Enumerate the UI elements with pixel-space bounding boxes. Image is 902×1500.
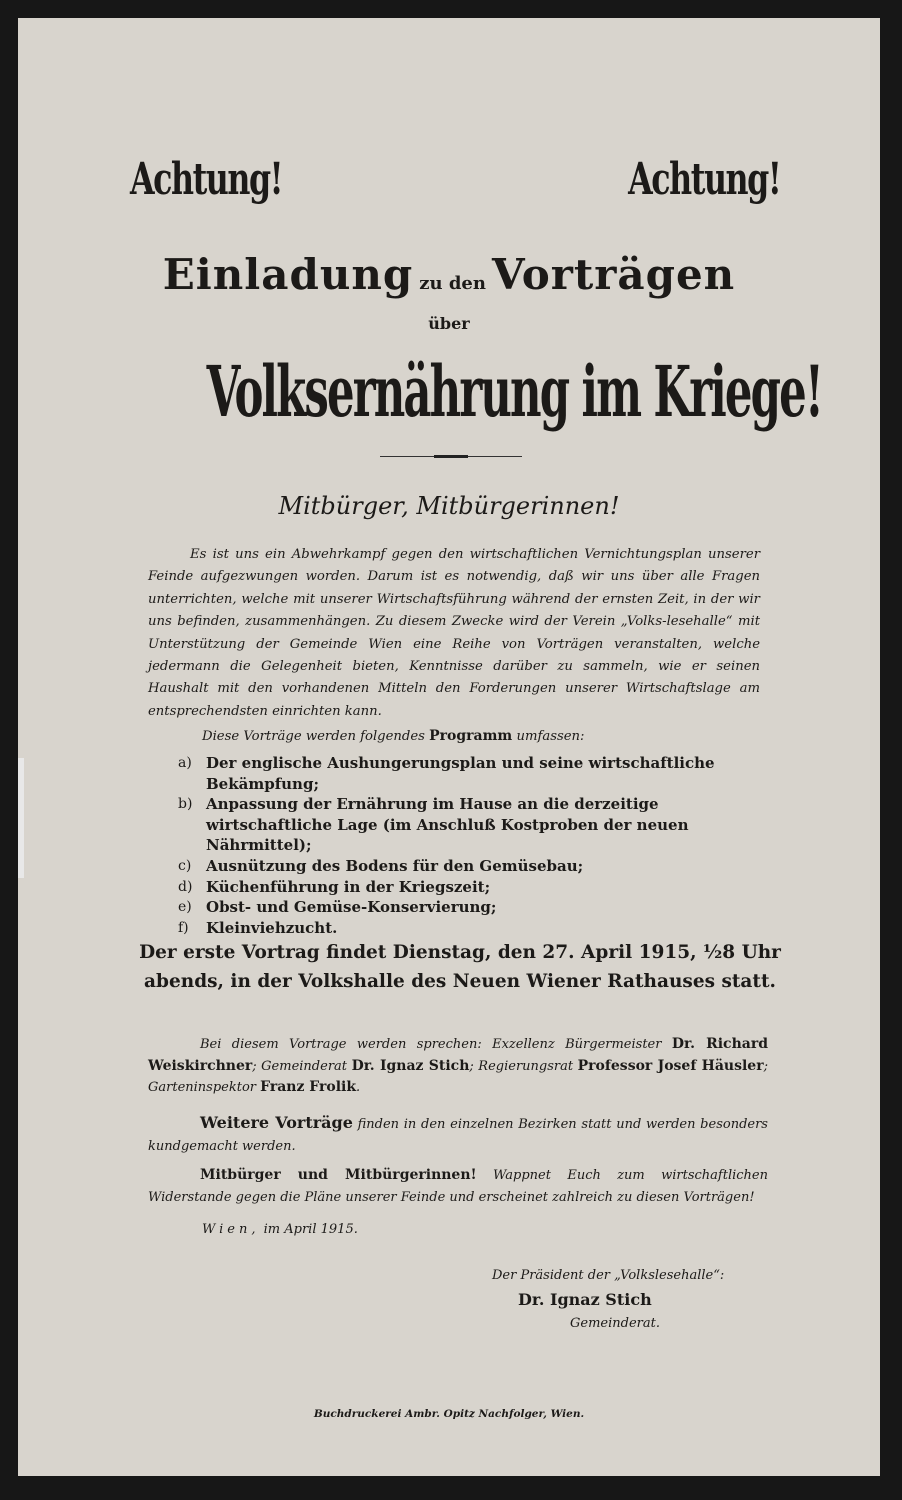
- program-item: [178, 794, 768, 856]
- speakers-intro: Bei diesem Vortrage werden sprechen: Exzellenz Bürgermeister: [200, 1037, 662, 1052]
- about-word: über: [428, 314, 470, 333]
- president-title: Der Präsident der „Volkslesehalle“:: [492, 1268, 725, 1283]
- speakers-paragraph: [148, 1034, 768, 1099]
- appeal-paragraph: [148, 1164, 768, 1209]
- date-line: [202, 1222, 358, 1237]
- program-item-letter: d): [178, 878, 193, 895]
- program-item: [178, 918, 768, 939]
- invitation-line: [18, 250, 880, 299]
- further-text: finden in den einzelnen Bezirken statt und werden besonders kundgemacht werden.: [148, 1117, 768, 1154]
- speakers-separator: ; Garteninspektor: [148, 1058, 768, 1095]
- program-item-text: Küchenführung in der Kriegszeit;: [206, 877, 491, 896]
- invitation-word: Einladung: [162, 250, 414, 299]
- program-item-letter: b): [178, 796, 193, 813]
- program-item-letter: e): [178, 899, 192, 916]
- program-list: [178, 753, 768, 938]
- achtung-left: Achtung!: [130, 154, 283, 205]
- program-item-letter: f): [178, 919, 189, 936]
- program-item: [178, 877, 768, 898]
- program-item: [178, 856, 768, 877]
- invitation-lectures: Vorträgen: [491, 250, 736, 299]
- appeal-bold: Mitbürger und Mitbürgerinnen!: [200, 1167, 477, 1183]
- printer-imprint: Buchdruckerei Ambr. Opitz Nachfolger, Wien.: [313, 1408, 585, 1420]
- date-city: Wien,: [202, 1222, 260, 1237]
- poster-sheet: [18, 18, 880, 1476]
- president-name: Dr. Ignaz Stich: [518, 1290, 652, 1309]
- speakers-end: .: [356, 1080, 361, 1095]
- intro-paragraph: Es ist uns ein Abwehrkampf gegen den wirtschaftlichen Vernichtungsplan unserer Feinde aufgezwungen worden. Darum ist es notwendig, daß wir uns über alle Fragen unterrichten, welche mit unserer Wirtschaftsführung während der ernsten Zeit, in der wir uns befinden, zusammenhängen. Zu diesem Zwecke wird der Verein „Volks-lesehalle“ mit Unterstützung der Gemeinde Wien eine Reihe von Vorträgen veranstalten, welche jedermann die Gelegenheit bieten, Kenntnisse darüber zu sammeln, wie er seinen Haushalt mit den vorhandenen Mitteln den Forderungen unserer Wirtschaftslage am entsprechendsten einrichten kann.: [148, 547, 760, 719]
- program-item-text: Der englische Aushungerungsplan und seine wirtschaftliche Bekämpfung;: [206, 754, 715, 793]
- program-item-letter: c): [178, 857, 192, 874]
- program-item-text: Kleinviehzucht.: [206, 918, 338, 937]
- date-rest: im April 1915.: [263, 1222, 358, 1237]
- greeting: Mitbürger, Mitbürgerinnen!: [278, 492, 620, 520]
- speaker-name: Franz Frolik: [260, 1079, 357, 1095]
- divider-center: [434, 455, 468, 458]
- further-lectures: [148, 1112, 768, 1158]
- program-item-text: Obst- und Gemüse-Konservierung;: [206, 898, 497, 917]
- program-intro: [148, 728, 760, 744]
- speaker-name: Dr. Ignaz Stich: [351, 1057, 470, 1074]
- headline-text: Volksernährung im Kriege!: [206, 350, 823, 433]
- president-role: Gemeinderat.: [570, 1316, 660, 1331]
- appeal-text: Wappnet Euch zum wirtschaftlichen Widerstande gegen die Pläne unserer Feinde und erscheinet zahlreich zu diesen Vorträgen!: [148, 1168, 768, 1205]
- headline: [18, 350, 880, 433]
- speakers-separator: ; Regierungsrat: [469, 1058, 574, 1074]
- program-intro-bold: Programm: [429, 728, 513, 744]
- program-intro-after: umfassen:: [516, 729, 585, 744]
- announcement: Der erste Vortrag findet Dienstag, den 27. April 1915, ½8 Uhr abends, in der Volkshalle des Neuen Wiener Rathauses statt.: [139, 942, 781, 992]
- program-item-text: Ausnützung des Bodens für den Gemüsebau;: [206, 856, 584, 875]
- speaker-name: Professor Josef Häusler: [577, 1057, 764, 1074]
- invitation-connector: zu den: [419, 273, 486, 294]
- program-intro-before: Diese Vorträge werden folgendes: [202, 729, 425, 744]
- program-item: [178, 897, 768, 918]
- achtung-right: Achtung!: [627, 154, 780, 205]
- scan-edge-mark: [18, 758, 24, 878]
- program-item-text: Anpassung der Ernährung im Hause an die derzeitige wirtschaftliche Lage (im Anschluß Kostproben der neuen Nährmittel);: [206, 795, 689, 855]
- speaker-name: Dr. Richard Weiskirchner: [148, 1036, 768, 1074]
- further-bold: Weitere Vorträge: [200, 1113, 353, 1132]
- speakers-separator: ; Gemeinderat: [252, 1058, 348, 1074]
- program-item-letter: a): [178, 755, 192, 771]
- program-item: [178, 753, 768, 794]
